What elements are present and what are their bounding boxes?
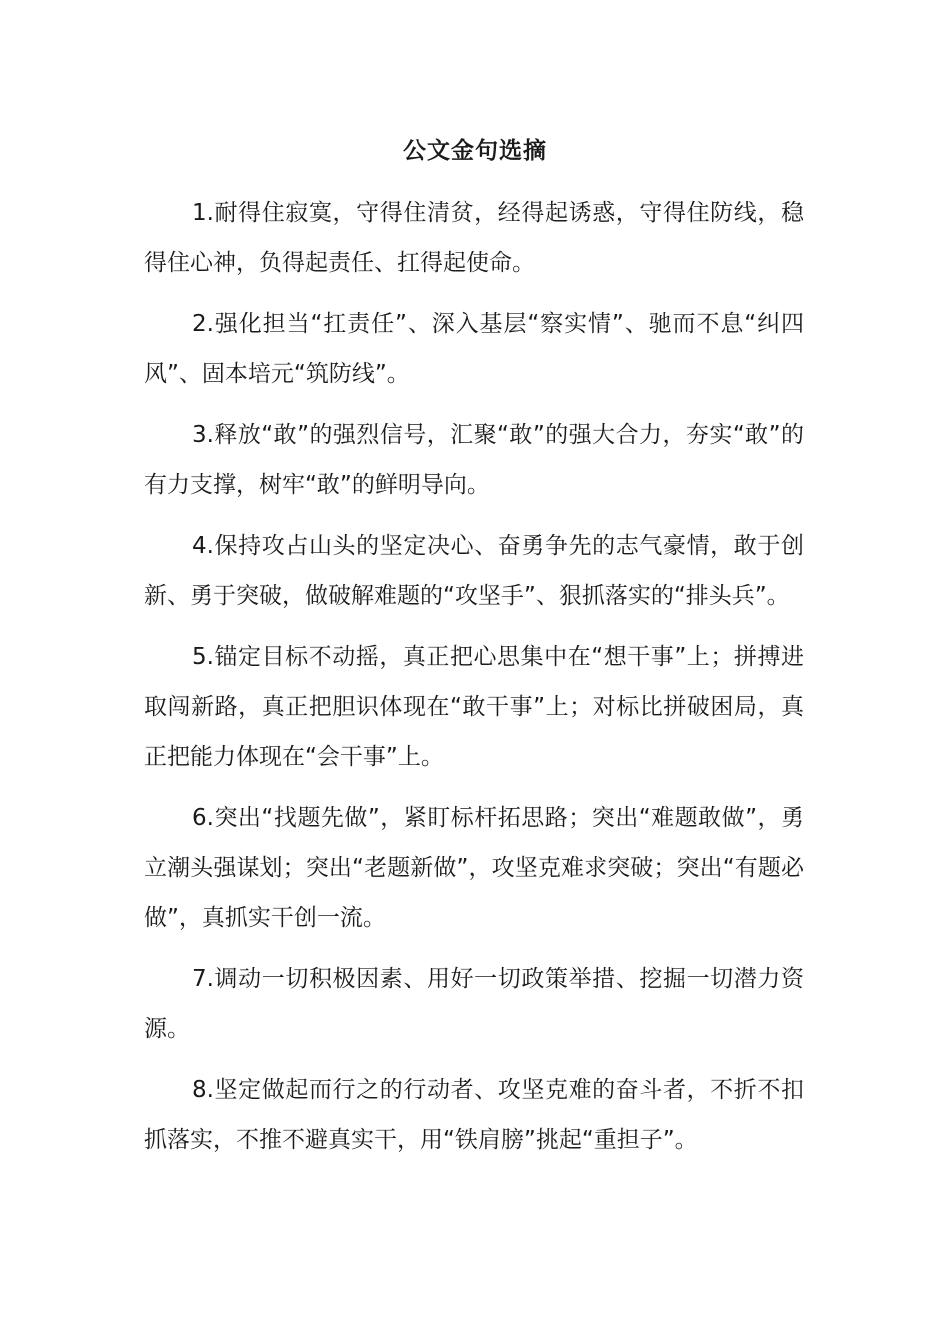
paragraph-3: 3.释放“敢”的强烈信号，汇聚“敢”的强大合力，夯实“敢”的有力支撑，树牢“敢”的鲜明导向。 xyxy=(144,422,804,498)
document-title: 公文金句选摘 xyxy=(403,138,547,164)
paragraph-8: 8.坚定做起而行之的行动者、攻坚克难的奋斗者，不折不扣抓落实，不推不避真实干，用“铁肩膀”挑起“重担子”。 xyxy=(144,1077,804,1153)
paragraph-2: 2.强化担当“扛责任”、深入基层“察实情”、驰而不息“纠四风”、固本培元“筑防线”。 xyxy=(144,311,804,387)
paragraph-6: 6.突出“找题先做”，紧盯标杆拓思路；突出“难题敢做”，勇立潮头强谋划；突出“老题新做”，攻坚克难求突破；突出“有题必做”，真抓实干创一流。 xyxy=(144,805,804,931)
document-body xyxy=(144,188,804,1176)
paragraph-1: 1.耐得住寂寞，守得住清贫，经得起诱惑，守得住防线，稳得住心神，负得起责任、扛得起使命。 xyxy=(144,200,804,276)
paragraph-4: 4.保持攻占山头的坚定决心、奋勇争先的志气豪情，敢于创新、勇于突破，做破解难题的“攻坚手”、狠抓落实的“排头兵”。 xyxy=(144,533,804,609)
paragraph-7: 7.调动一切积极因素、用好一切政策举措、挖掘一切潜力资源。 xyxy=(144,966,804,1042)
paragraph-5: 5.锚定目标不动摇，真正把心思集中在“想干事”上；拼搏进取闯新路，真正把胆识体现在“敢干事”上；对标比拼破困局，真正把能力体现在“会干事”上。 xyxy=(144,644,804,770)
